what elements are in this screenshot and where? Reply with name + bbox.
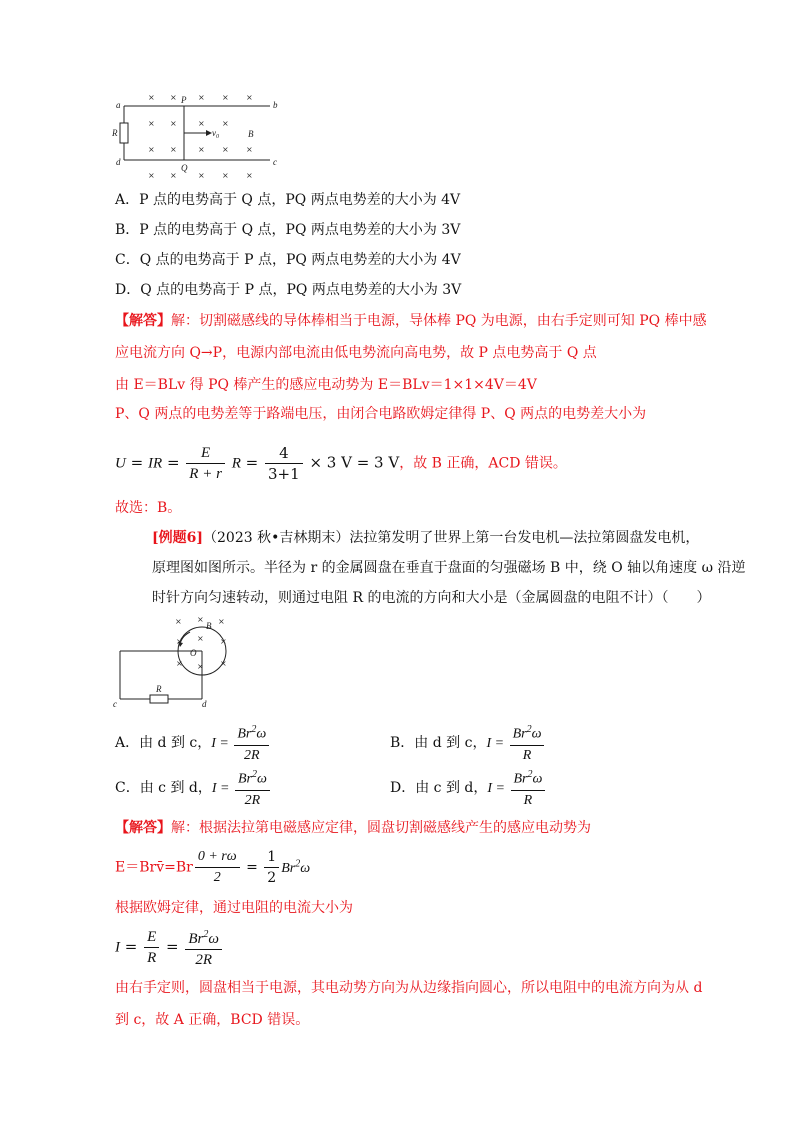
label-b: b bbox=[273, 100, 278, 110]
option-d: D．由 c 到 d，I = $\frac{Br^2\omega}{R}$ bbox=[390, 765, 547, 811]
cross-mark: × bbox=[222, 119, 229, 128]
label-B: B bbox=[248, 129, 254, 139]
option-b: B．由 d 到 c，I = $\frac{Br^2\omega}{R}$ bbox=[390, 720, 546, 766]
example-stem-2: 原理图如图所示。半径为 r 的金属圆盘在垂直于盘面的匀强磁场 B 中，绕 O 轴以角速度 ω 沿逆 bbox=[152, 560, 746, 576]
example-stem-3: 时针方向匀速转动，则通过电阻 R 的电流的方向和大小是（金属圆盘的电阻不计）（ ） bbox=[152, 590, 711, 606]
formula-u: U = IR = $\frac{E}{R + r}$ R = $\frac{4}{3+1}$ × 3 V = 3 V，故 B 正确，ACD 错误。 bbox=[115, 444, 567, 483]
formula-current: I = $\frac{E}{R}$ = $\frac{Br^2\omega}{2R}$ bbox=[115, 925, 224, 970]
answer-line-1: 【解答】解：根据法拉第电磁感应定律，圆盘切割磁感线产生的感应电动势为 bbox=[115, 820, 591, 836]
cross-mark: × bbox=[176, 637, 183, 646]
label-O: O bbox=[190, 648, 197, 658]
cross-mark: × bbox=[198, 119, 205, 128]
answer-line-3: 由右手定则，圆盘相当于电源，其电动势方向为从边缘指向圆心，所以电阻中的电流方向为从 d bbox=[115, 980, 703, 996]
option-b: B．P 点的电势高于 Q 点，PQ 两点电势差的大小为 3V bbox=[115, 222, 461, 238]
example-stem-1: [例题6]（2023 秋•吉林期末）法拉第发明了世界上第一台发电机—法拉第圆盘发电机， bbox=[152, 530, 700, 546]
cross-mark: × bbox=[170, 119, 177, 128]
label-Q: Q bbox=[181, 163, 188, 173]
cross-mark: × bbox=[148, 93, 155, 102]
cross-mark: × bbox=[222, 93, 229, 102]
label-B: B bbox=[206, 621, 212, 631]
cross-mark: × bbox=[246, 171, 253, 180]
label-c: c bbox=[273, 157, 277, 167]
answer-line-2: 应电流方向 Q→P，电源内部电流由低电势流向高电势，故 P 点电势高于 Q 点 bbox=[115, 345, 597, 361]
label-d: d bbox=[116, 157, 121, 167]
cross-mark: × bbox=[197, 634, 204, 643]
cross-mark: × bbox=[246, 93, 253, 102]
answer-line-4: 到 c，故 A 正确，BCD 错误。 bbox=[115, 1012, 310, 1028]
answer-tag: 【解答】 bbox=[115, 313, 171, 329]
label-P: P bbox=[181, 95, 187, 105]
option-c: C．由 c 到 d，I = $\frac{Br^2\omega}{2R}$ bbox=[115, 765, 272, 811]
cross-mark: × bbox=[197, 662, 204, 671]
answer-line-3: 由 E＝BLv 得 PQ 棒产生的感应电动势为 E＝BLv＝1×1×4V＝4V bbox=[115, 377, 537, 393]
answer-tag: 【解答】 bbox=[115, 820, 171, 836]
answer-line-1: 【解答】解：切割磁感线的导体棒相当于电源，导体棒 PQ 为电源，由右手定则可知 PQ 棒中感 bbox=[115, 313, 707, 329]
label-a: a bbox=[116, 100, 121, 110]
option-c: C．Q 点的电势高于 P 点，PQ 两点电势差的大小为 4V bbox=[115, 252, 461, 268]
label-c: c bbox=[113, 699, 117, 709]
label-d: d bbox=[202, 699, 207, 709]
option-a: A．由 d 到 c，I = $\frac{Br^2\omega}{2R}$ bbox=[115, 720, 271, 766]
cross-mark: × bbox=[176, 659, 183, 668]
cross-mark: × bbox=[170, 93, 177, 102]
faraday-disc-figure bbox=[110, 614, 235, 710]
example-tag: [例题6] bbox=[152, 530, 203, 546]
cross-mark: × bbox=[148, 145, 155, 154]
cross-mark: × bbox=[148, 119, 155, 128]
cross-mark: × bbox=[197, 615, 204, 624]
answer-choice: 故选：B。 bbox=[115, 500, 182, 516]
formula-emf: E＝Brv̄=Br $\frac{0 + r\omega}{2}$ = $\frac{1}{2}$ Br$^2$ω bbox=[115, 849, 311, 886]
label-R: R bbox=[156, 684, 162, 694]
cross-mark: × bbox=[175, 617, 182, 626]
label-v0: $v_0$ bbox=[212, 128, 219, 140]
answer-line-4: P、Q 两点的电势差等于路端电压，由闭合电路欧姆定律得 P、Q 两点的电势差大小为 bbox=[115, 406, 647, 422]
label-R: R bbox=[112, 128, 118, 138]
cross-mark: × bbox=[218, 617, 225, 626]
cross-mark: × bbox=[246, 145, 253, 154]
cross-mark: × bbox=[220, 659, 227, 668]
circuit-figure-rails bbox=[110, 88, 285, 183]
cross-mark: × bbox=[148, 171, 155, 180]
cross-mark: × bbox=[170, 171, 177, 180]
cross-mark: × bbox=[220, 637, 227, 646]
option-a: A．P 点的电势高于 Q 点，PQ 两点电势差的大小为 4V bbox=[115, 192, 461, 208]
answer-line-2: 根据欧姆定律，通过电阻的电流大小为 bbox=[115, 900, 353, 916]
cross-mark: × bbox=[222, 145, 229, 154]
cross-mark: × bbox=[170, 145, 177, 154]
cross-mark: × bbox=[198, 145, 205, 154]
cross-mark: × bbox=[222, 171, 229, 180]
cross-mark: × bbox=[198, 171, 205, 180]
option-d: D．Q 点的电势高于 P 点，PQ 两点电势差的大小为 3V bbox=[115, 282, 462, 298]
cross-mark: × bbox=[198, 93, 205, 102]
